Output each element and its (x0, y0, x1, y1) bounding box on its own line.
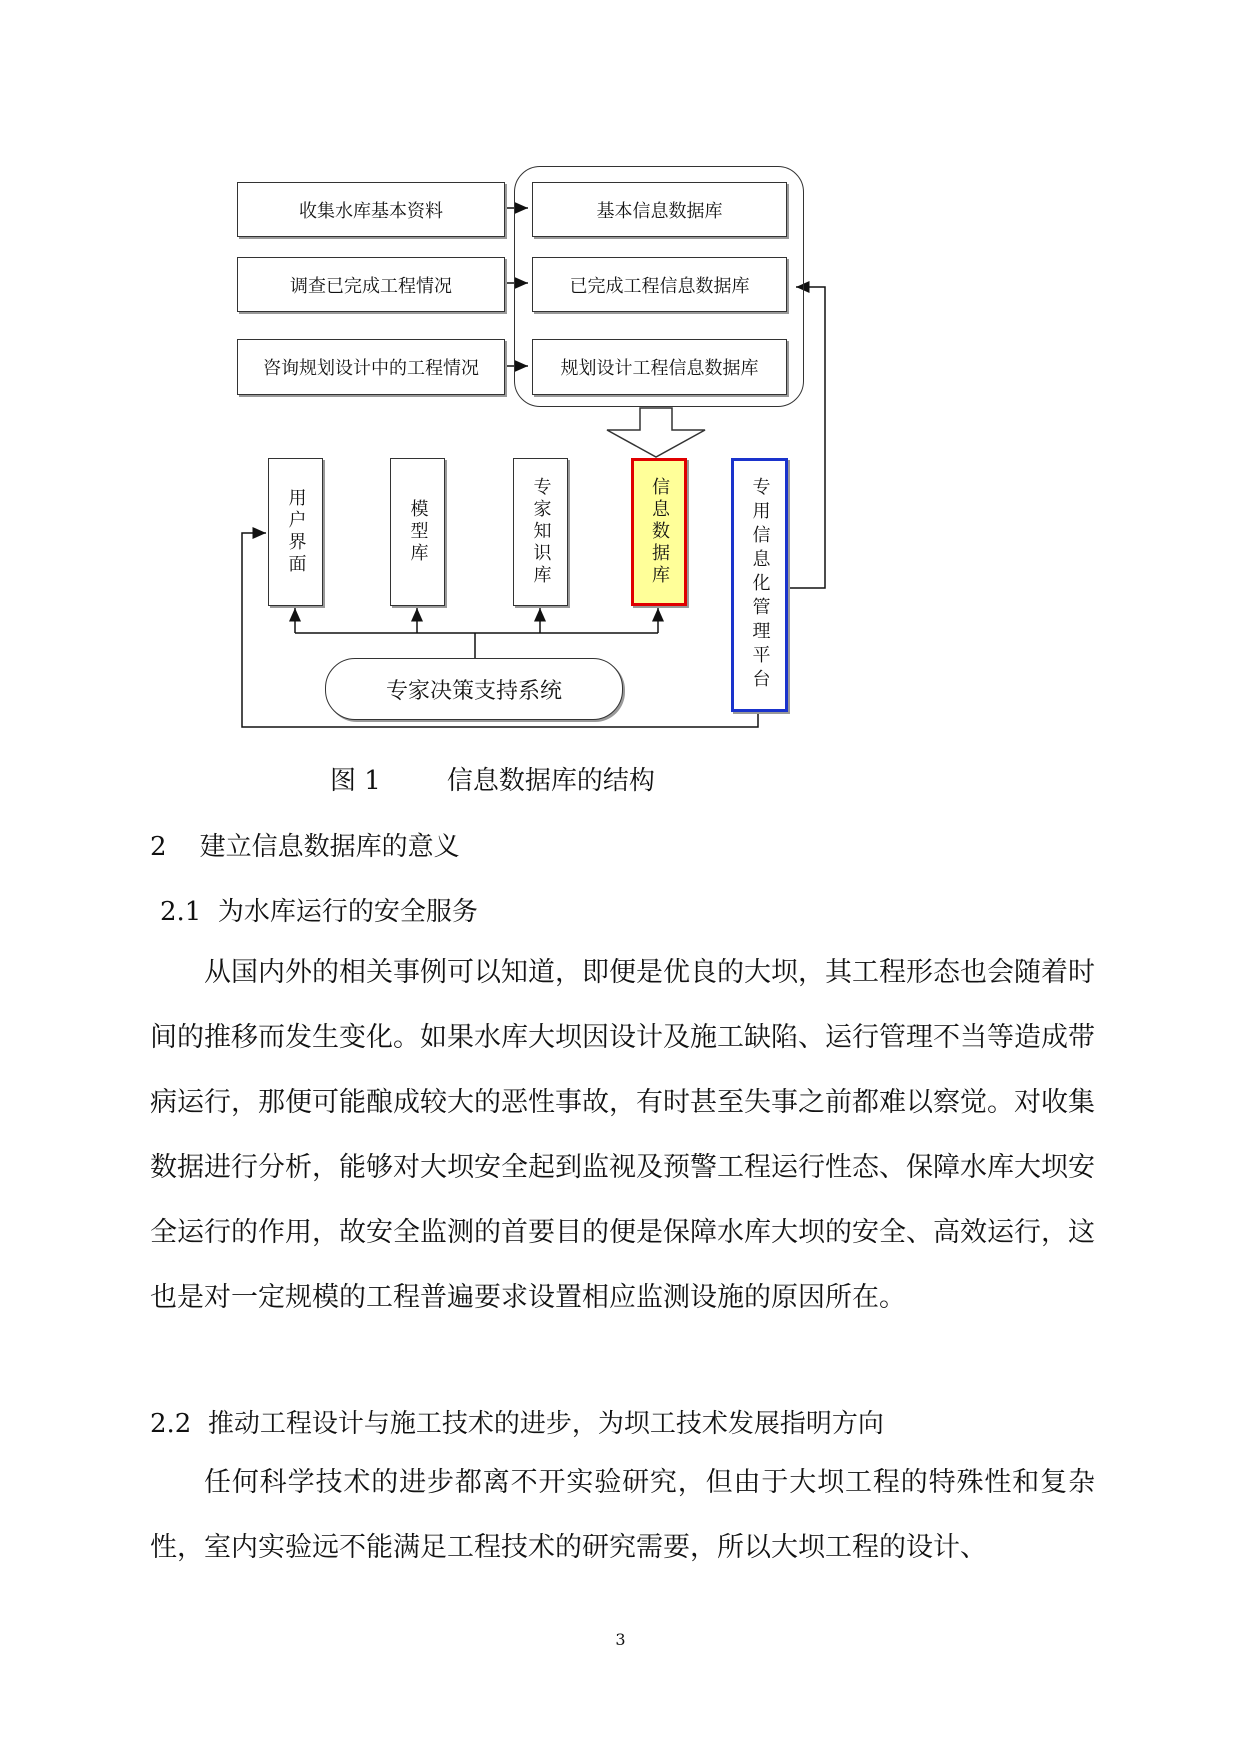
section-heading-2: 2 建立信息数据库的意义 (150, 832, 460, 862)
section-heading-2-2: 2.2 推动工程设计与施工技术的进步，为坝工技术发展指明方向 (150, 1409, 884, 1439)
module-model-library: 模型库 (390, 458, 445, 606)
structure-diagram (0, 0, 1241, 760)
section-heading-2-1: 2.1 为水库运行的安全服务 (160, 897, 478, 927)
figure-caption: 图 1 信息数据库的结构 (330, 766, 655, 796)
paragraph-2-1 (150, 940, 1095, 1330)
paragraph-2-2-text: 任何科学技术的进步都离不开实验研究，但由于大坝工程的特殊性和复杂性，室内实验远不能满足工程技术的研究需要，所以大坝工程的设计、 (150, 1467, 1095, 1563)
page-number: 3 (615, 1630, 626, 1649)
paragraph-2-2 (150, 1450, 1095, 1580)
module-info-database: 信息数据库 (631, 458, 687, 606)
platform-box: 专用信息化管理平台 (731, 458, 788, 712)
database-box-basic: 基本信息数据库 (532, 182, 787, 237)
decision-support-system: 专家决策支持系统 (325, 658, 623, 720)
big-down-arrow (607, 408, 705, 457)
module-user-interface: 用户界面 (268, 458, 323, 606)
source-box-3: 咨询规划设计中的工程情况 (237, 339, 505, 395)
database-box-planned: 规划设计工程信息数据库 (532, 339, 787, 395)
database-box-completed: 已完成工程信息数据库 (532, 257, 787, 312)
source-box-1: 收集水库基本资料 (237, 182, 505, 237)
paragraph-2-1-text: 从国内外的相关事例可以知道，即便是优良的大坝，其工程形态也会随着时间的推移而发生变化。如果水库大坝因设计及施工缺陷、运行管理不当等造成带病运行，那便可能酿成较大的恶性事故，有时甚至失事之前都难以察觉。对收集数据进行分析，能够对大坝安全起到监视及预警工程运行性态、保障水库大坝安全运行的作用，故安全监测的首要目的便是保障水库大坝的安全、高效运行，这也是对一定规模的工程普遍要求设置相应监测设施的原因所在。 (150, 957, 1095, 1313)
source-box-2: 调查已完成工程情况 (237, 257, 505, 312)
module-expert-knowledge: 专家知识库 (513, 458, 568, 606)
